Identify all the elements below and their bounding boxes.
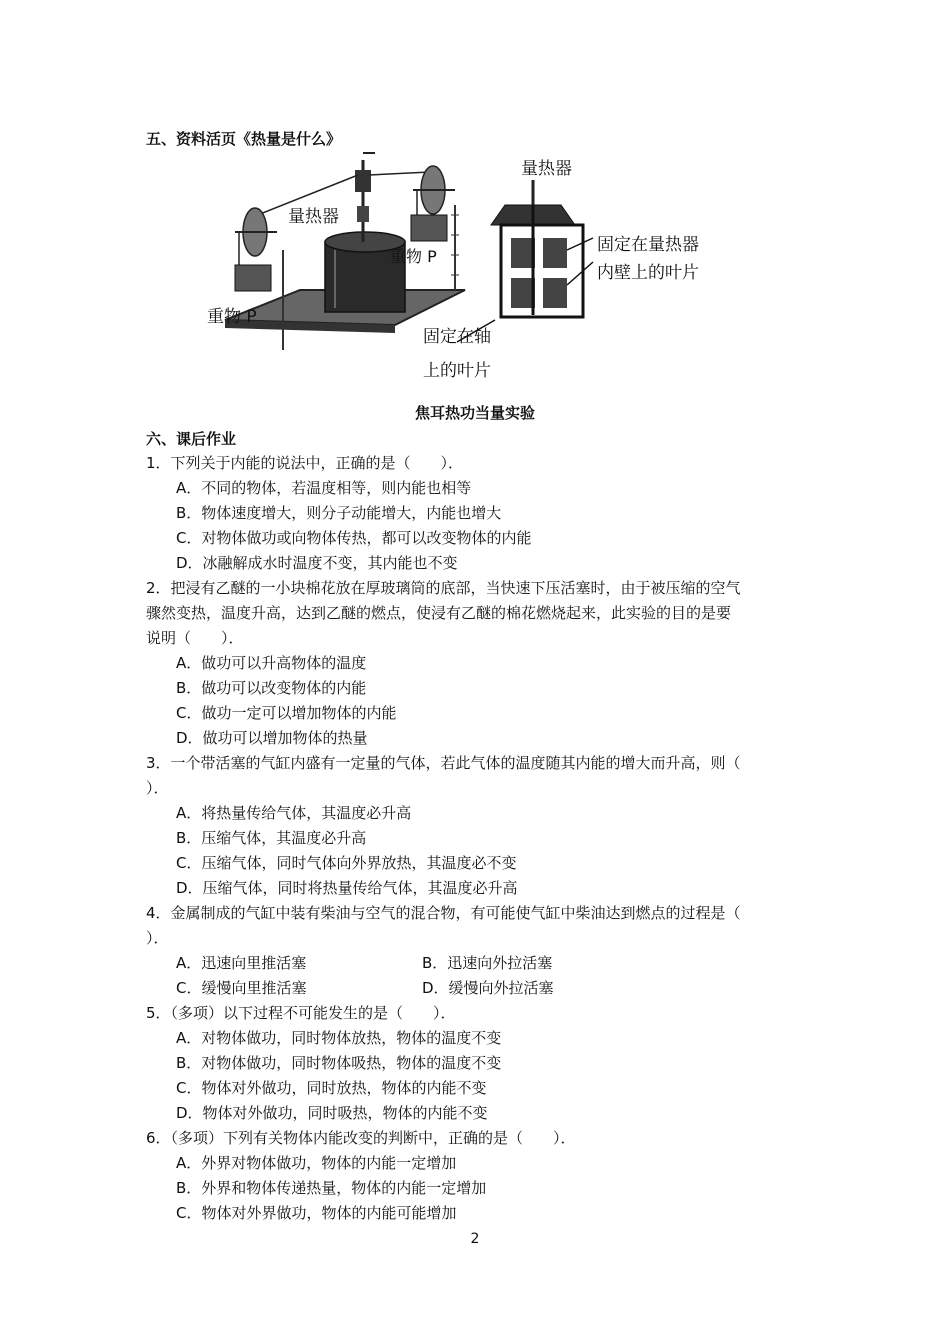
- label-fixed-wall-2: 内壁上的叶片: [597, 263, 699, 283]
- figure-caption: 焦耳热功当量实验: [414, 404, 535, 422]
- top-spool: [355, 170, 371, 192]
- q1-option-a: A．不同的物体，若温度相等，则内能也相等: [176, 479, 472, 497]
- label-calorimeter-right: 量热器: [521, 159, 572, 179]
- label-fixed-axis-1: 固定在轴: [423, 327, 491, 347]
- q6-option-c: C．物体对外界做功，物体的内能可能增加: [176, 1204, 457, 1222]
- joule-experiment-figure: [195, 150, 755, 385]
- q2-option-a: A．做功可以升高物体的温度: [176, 654, 367, 672]
- q2-option-b: B．做功可以改变物体的内能: [176, 679, 367, 697]
- q1-option-b: B．物体速度增大，则分子动能增大，内能也增大: [176, 504, 502, 522]
- q2-stem-line2: 骤然变热，温度升高，达到乙醚的燃点，使浸有乙醚的棉花燃烧起来，此实验的目的是要: [146, 604, 732, 622]
- q3-option-d: D．压缩气体，同时将热量传给气体，其温度必升高: [176, 879, 518, 897]
- q3-option-b: B．压缩气体，其温度必升高: [176, 829, 367, 847]
- section-5-heading: 五、资料活页《热量是什么》: [146, 130, 342, 148]
- q3-option-a: A．将热量传给气体，其温度必升高: [176, 804, 412, 822]
- q4-option-d: D．缓慢向外拉活塞: [422, 979, 554, 997]
- q6-option-b: B．外界和物体传递热量，物体的内能一定增加: [176, 1179, 487, 1197]
- q4-option-a: A．迅速向里推活塞: [176, 954, 307, 972]
- q3-stem-line2: ）．: [146, 779, 169, 797]
- right-weight: [411, 215, 447, 241]
- q4-option-b: B．迅速向外拉活塞: [422, 954, 553, 972]
- label-fixed-wall-1: 固定在量热器: [597, 235, 699, 255]
- q3-stem-line1: 3．一个带活塞的气缸内盛有一定量的气体，若此气体的温度随其内能的增大而升高，则（: [146, 754, 741, 772]
- q4-stem-line2: ）．: [146, 929, 169, 947]
- section-6-heading: 六、课后作业: [146, 430, 237, 448]
- q4-option-c: C．缓慢向里推活塞: [176, 979, 307, 997]
- label-fixed-axis-2: 上的叶片: [423, 361, 491, 381]
- page-number: 2: [470, 1231, 480, 1247]
- q5-stem: 5．（多项）以下过程不可能发生的是（ ）．: [146, 1004, 456, 1022]
- q5-option-b: B．对物体做功，同时物体吸热，物体的温度不变: [176, 1054, 502, 1072]
- q3-option-c: C．压缩气体，同时气体向外界放热，其温度必不变: [176, 854, 517, 872]
- q2-option-c: C．做功一定可以增加物体的内能: [176, 704, 397, 722]
- q6-stem: 6．（多项）下列有关物体内能改变的判断中，正确的是（ ）．: [146, 1129, 576, 1147]
- q5-option-c: C．物体对外做功，同时放热，物体的内能不变: [176, 1079, 487, 1097]
- label-weight-right: 重物 P: [390, 247, 437, 266]
- q5-option-d: D．物体对外做功，同时吸热，物体的内能不变: [176, 1104, 488, 1122]
- q4-stem-line1: 4．金属制成的气缸中装有柴油与空气的混合物，有可能使气缸中柴油达到燃点的过程是（: [146, 904, 741, 922]
- q1-option-c: C．对物体做功或向物体传热，都可以改变物体的内能: [176, 529, 532, 547]
- label-weight-left: 重物 P: [207, 307, 257, 327]
- left-weight: [235, 265, 271, 291]
- q5-option-a: A．对物体做功，同时物体放热，物体的温度不变: [176, 1029, 502, 1047]
- q2-option-d: D．做功可以增加物体的热量: [176, 729, 368, 747]
- q1-option-d: D．冰融解成水时温度不变，其内能也不变: [176, 554, 458, 572]
- label-calorimeter-left: 量热器: [288, 207, 339, 227]
- q2-stem-line3: 说明（ ）．: [146, 629, 244, 647]
- q2-stem-line1: 2．把浸有乙醚的一小块棉花放在厚玻璃筒的底部，当快速下压活塞时，由于被压缩的空气: [146, 579, 741, 597]
- q6-option-a: A．外界对物体做功，物体的内能一定增加: [176, 1154, 457, 1172]
- q1-stem: 1．下列关于内能的说法中，正确的是（ ）．: [146, 454, 464, 472]
